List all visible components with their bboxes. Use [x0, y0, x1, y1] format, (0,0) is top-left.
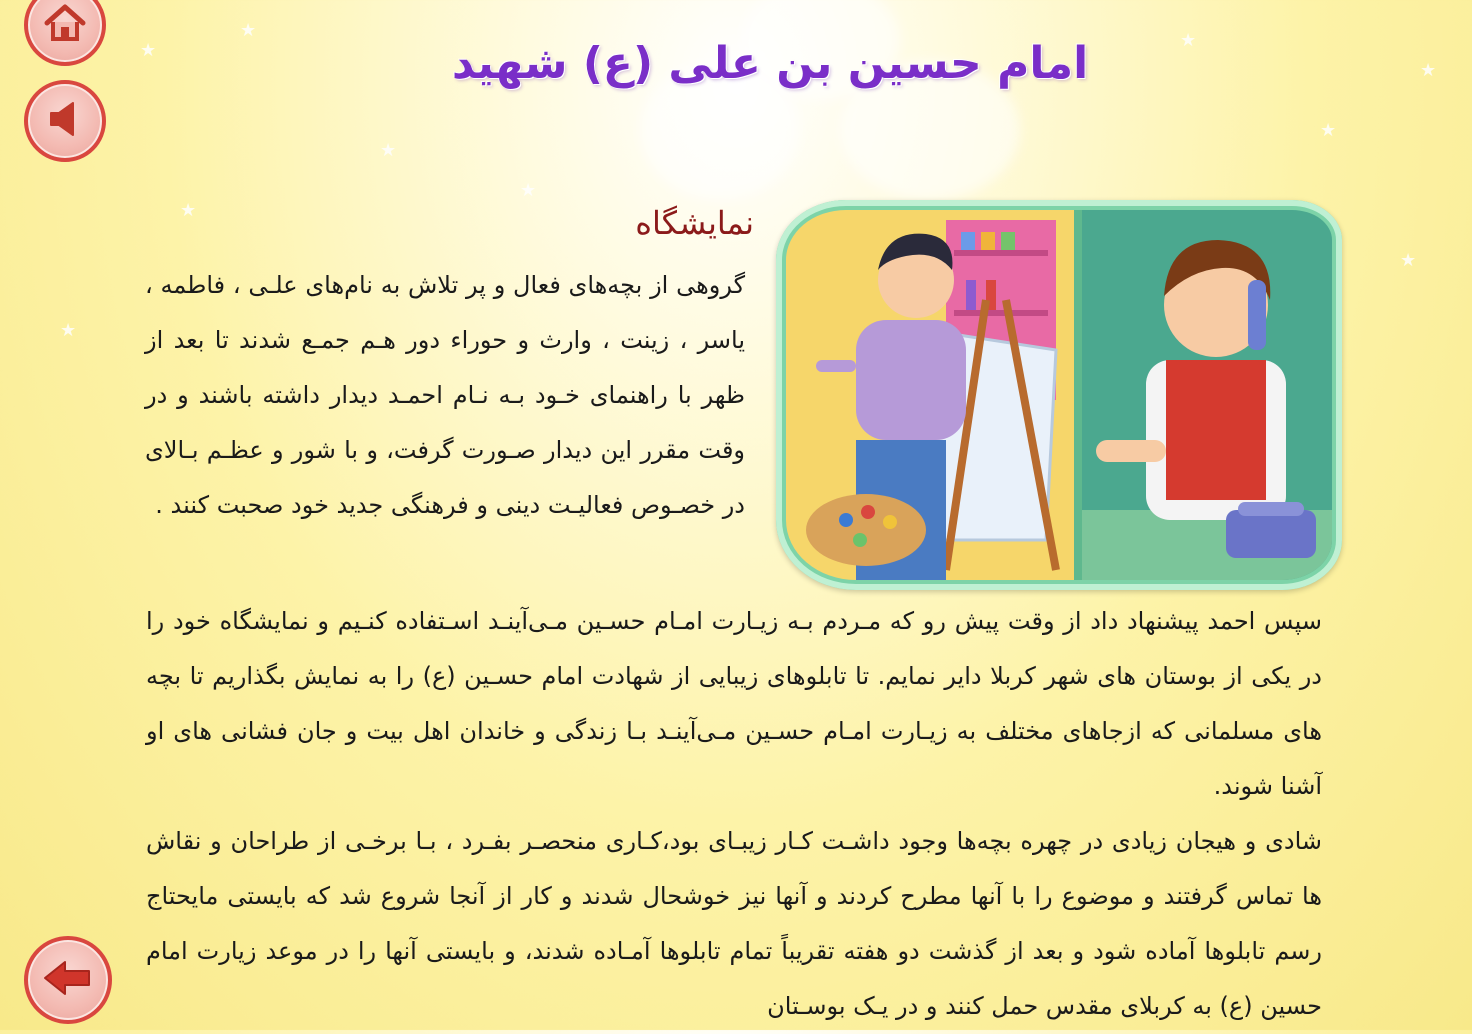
star-decoration: ★: [520, 180, 537, 201]
star-decoration: ★: [140, 40, 157, 61]
speaker-icon: [43, 97, 87, 145]
sound-button[interactable]: [24, 80, 106, 162]
star-decoration: ★: [240, 20, 257, 41]
star-decoration: ★: [1180, 30, 1197, 51]
star-decoration: ★: [180, 200, 197, 221]
paragraph-3: شادی و هیجان زیادی در چهره بچه‌ها وجود داشـت کـار زیبـای بود،کـاری منحصـر بفـرد ، بـا برخـی از طراحان و نقاش ها تماس گرفتند و موضوع را با آنها مطرح کردند و آنها نیز خوشحال شدند و کار از آنجا شروع شد که بایستی مایحتاج رسم تابلوها آماده شود و بعد از گذشت دو هفته تقریباً تمام تابلوها آمـاده شدند، و بایستی آنها را در موعد زیارت امام حسین (ع) به کربلای مقدس حمل کنند و در یـک بوسـتان: [146, 827, 1322, 1020]
paragraph-2: سپس احمد پیشنهاد داد از وقت پیش رو که مـردم بـه زیـارت امـام حسـین مـی‌آینـد اسـتفاده کنـیم و نمایشگاه خود را در یکی از بوستان های شهر کربلا دایر نمایم. تا تابلوهای زیبایی از شهادت امام حسـین (ع) را به نمایش بگذاریم تا بچه های مسلمانی که ازجاهای مختلف به زیـارت امـام حسـین مـی‌آینـد بـا زندگی و خاندان اهل بیت و جان فشانی های او آشنا شوند.: [146, 607, 1322, 800]
back-button[interactable]: [24, 936, 112, 1024]
paragraph-1: گروهی از بچه‌های فعال و پر تلاش به نام‌های علـی ، فاطمه ، یاسر ، زینت ، وارث و حوراء دور هـم جمـع شدند تا بعد از ظهر با راهنمای خـود بـه نـام احمـد دیدار داشته باشند و در وقت مقرر این دیدار صـورت گرفت، و با شور و عظـم بـالای در خصـوص فعالیـت دینی و فرهنگی جدید خود صحبت کنند .: [145, 271, 745, 519]
section-subtitle: نمایشگاه: [635, 204, 754, 242]
illustration: [786, 210, 1332, 580]
star-decoration: ★: [1320, 120, 1337, 141]
arrow-left-icon: [41, 956, 95, 1004]
star-decoration: ★: [380, 140, 397, 161]
illustration-frame: [776, 200, 1342, 590]
star-decoration: ★: [1420, 60, 1437, 81]
star-decoration: ★: [1400, 250, 1417, 271]
star-decoration: ★: [60, 320, 77, 341]
page-title: امام حسین بن علی (ع) شهید: [451, 38, 1089, 89]
